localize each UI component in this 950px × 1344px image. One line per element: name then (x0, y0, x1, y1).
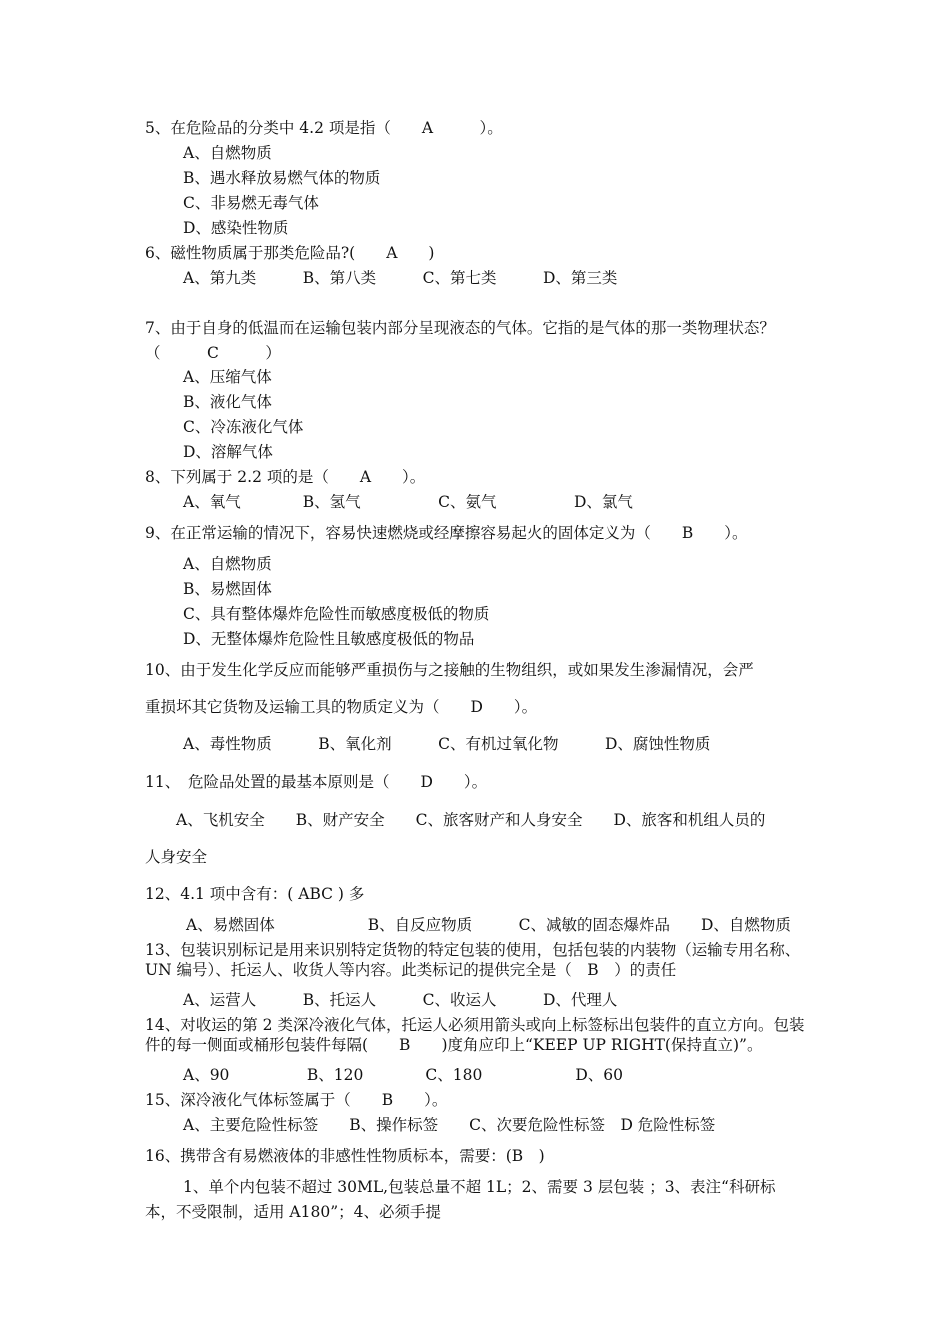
question-13-options: A、运营人 B、托运人 C、收运人 D、代理人 (183, 991, 618, 1009)
question-6-options: A、第九类 B、第八类 C、第七类 D、第三类 (183, 269, 618, 287)
question-9-option-a: A、自燃物质 (183, 555, 272, 573)
question-5-option-c: C、非易燃无毒气体 (183, 194, 319, 212)
question-12-stem: 12、4.1 项中含有：( ABC ) 多 (145, 885, 365, 903)
question-16-body-line2: 本，不受限制，适用 A180”；4、必须手提 (145, 1203, 441, 1221)
question-6-stem: 6、磁性物质属于那类危险品?( A ) (145, 244, 435, 262)
question-10-stem-line2: 重损坏其它货物及运输工具的物质定义为（ D ）。 (145, 698, 538, 716)
question-5-option-d: D、感染性物质 (183, 219, 289, 237)
question-7-option-b: B、液化气体 (183, 393, 272, 411)
question-9-stem: 9、在正常运输的情况下，容易快速燃烧或经摩擦容易起火的固体定义为（ B ）。 (145, 524, 748, 542)
question-5-stem: 5、在危险品的分类中 4.2 项是指（ A ）。 (145, 119, 503, 137)
question-14-options: A、90 B、120 C、180 D、60 (183, 1066, 623, 1084)
question-13-stem: 13、包装识别标记是用来识别特定货物的特定包装的使用，包括包装的内装物（运输专用名称、UN 编号）、托运人、收货人等内容。此类标记的提供完全是（ B ）的责任 (145, 941, 801, 979)
question-8-options: A、氧气 B、氢气 C、氨气 D、氯气 (183, 493, 633, 511)
question-11-options-continued: 人身安全 (145, 848, 208, 866)
question-9-option-c: C、具有整体爆炸危险性而敏感度极低的物质 (183, 605, 490, 623)
question-8-stem: 8、下列属于 2.2 项的是（ A ）。 (145, 468, 426, 486)
question-5-option-a: A、自燃物质 (183, 144, 272, 162)
question-16-body-line1: 1、单个内包装不超过 30ML,包装总量不超 1L；2、需要 3 层包装 ；3、表注“科研标 (183, 1178, 776, 1196)
question-9-option-d: D、无整体爆炸危险性且敏感度极低的物品 (183, 630, 475, 648)
question-7-answer: （ C ） (145, 344, 281, 362)
question-10-stem-line1: 10、由于发生化学反应而能够严重损伤与之接触的生物组织，或如果发生渗漏情况，会严 (145, 661, 754, 679)
question-14-stem: 14、对收运的第 2 类深冷液化气体，托运人必须用箭头或向上标签标出包装件的直立方向。包装件的每一侧面或桶形包装件每隔( B )度角应印上“KEEP UP RIGHT(保持直立)”。 (145, 1016, 805, 1054)
question-7-option-a: A、压缩气体 (183, 368, 272, 386)
question-7-option-d: D、溶解气体 (183, 443, 273, 461)
question-11-options: A、飞机安全 B、财产安全 C、旅客财产和人身安全 D、旅客和机组人员的 (176, 811, 766, 829)
question-7-option-c: C、冷冻液化气体 (183, 418, 304, 436)
question-10-options: A、毒性物质 B、氧化剂 C、有机过氧化物 D、腐蚀性物质 (183, 735, 711, 753)
question-11-stem: 11、 危险品处置的最基本原则是（ D ）。 (145, 773, 488, 791)
question-7-stem: 7、由于自身的低温而在运输包装内部分呈现液态的气体。它指的是气体的那一类物理状态？ (145, 319, 775, 337)
question-9-option-b: B、易燃固体 (183, 580, 272, 598)
question-15-options: A、主要危险性标签 B、操作标签 C、次要危险性标签 D 危险性标签 (183, 1116, 716, 1134)
question-12-options: A、易燃固体 B、自反应物质 C、减敏的固态爆炸品 D、自燃物质 (186, 916, 791, 934)
question-15-stem: 15、深冷液化气体标签属于（ B ）。 (145, 1091, 448, 1109)
question-5-option-b: B、遇水释放易燃气体的物质 (183, 169, 381, 187)
question-16-stem: 16、携带含有易燃液体的非感性性物质标本，需要：(B ) (145, 1147, 545, 1165)
